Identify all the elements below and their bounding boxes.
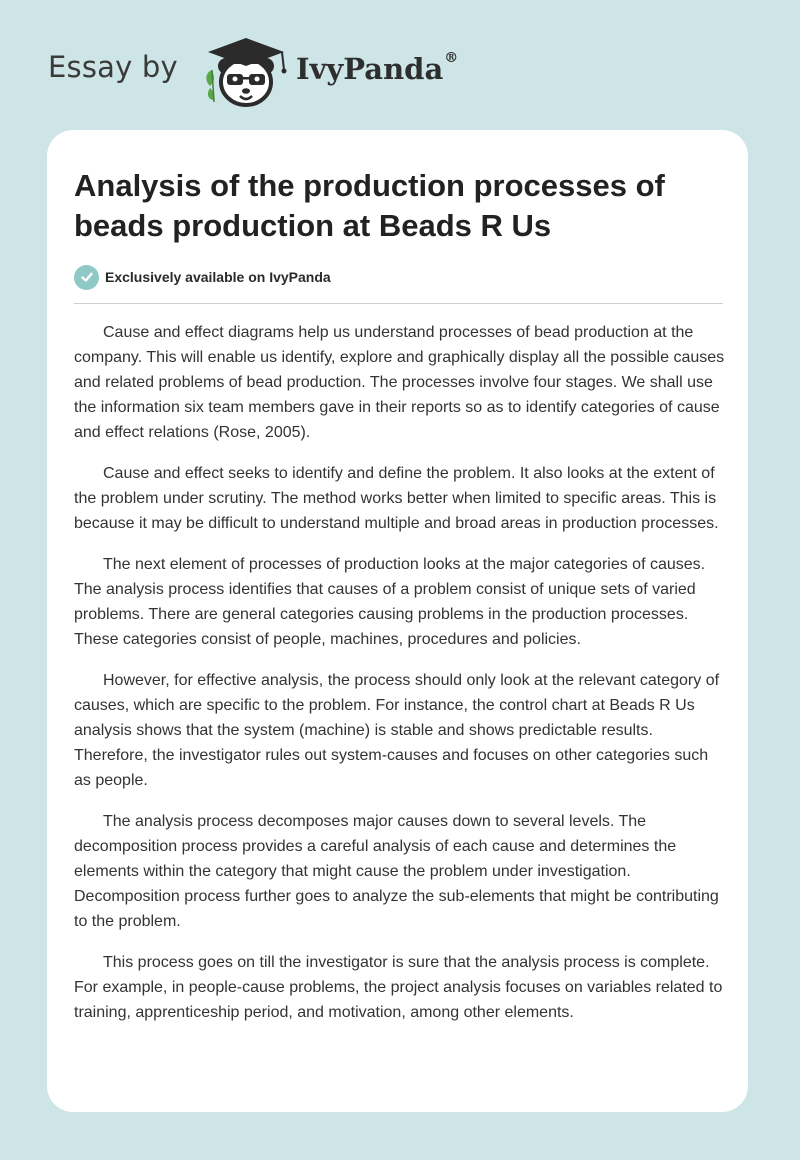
page-title: Analysis of the production processes of beads production at Beads R Us	[74, 168, 665, 243]
paragraph: The analysis process decomposes major causes down to several levels. The decomposition process provides a careful analysis of each cause and determines the elements within the category that might cause the problem under investigation. Decomposition process further goes to analyze the sub-elements that might be contributing to the problem.	[74, 813, 719, 930]
brand-name-text: IvyPanda	[296, 52, 444, 86]
paragraph: This process goes on till the investigator is sure that the analysis process is complete. For example, in people-cause problems, the project analysis focuses on variables related to training, apprenticeship period, and motivation, among other elements.	[74, 954, 723, 1021]
paragraph: The next element of processes of production looks at the major categories of causes. The analysis process identifies that causes of a problem consist of unique sets of varied problems. There are general categories causing problems in the production processes. These categories consist of people, machines, procedures and policies.	[74, 556, 706, 648]
article-body	[74, 320, 726, 1041]
panda-graduate-icon[interactable]	[200, 36, 292, 110]
registered-mark: ®	[444, 50, 459, 67]
brand-name[interactable]	[296, 52, 458, 86]
paragraph: However, for effective analysis, the process should only look at the relevant category of causes, which are specific to the problem. For instance, the control chart at Beads R Us analysis shows that the system (machine) is stable and shows predictable results. Therefore, the investigator rules out system-causes and focuses on other categories such as people.	[74, 672, 720, 789]
exclusive-badge	[74, 264, 331, 290]
site-header	[0, 0, 800, 130]
divider	[74, 303, 723, 304]
badge-label: Exclusively available on IvyPanda	[105, 269, 331, 285]
paragraph: Cause and effect seeks to identify and define the problem. It also looks at the extent of the problem under scrutiny. The method works better when limited to specific areas. This is because it may be difficult to understand multiple and broad areas in production processes.	[74, 465, 719, 532]
article-card	[47, 130, 748, 1112]
essay-by-label: Essay by	[48, 50, 178, 84]
paragraph: Cause and effect diagrams help us understand processes of bead production at the company. This will enable us identify, explore and graphically display all the possible causes and related problems of bead production. The processes involve four stages. We shall use the information six team members gave in their reports so as to identify categories of cause and effect relations (Rose, 2005).	[74, 324, 725, 441]
checkmark-icon	[74, 265, 99, 290]
